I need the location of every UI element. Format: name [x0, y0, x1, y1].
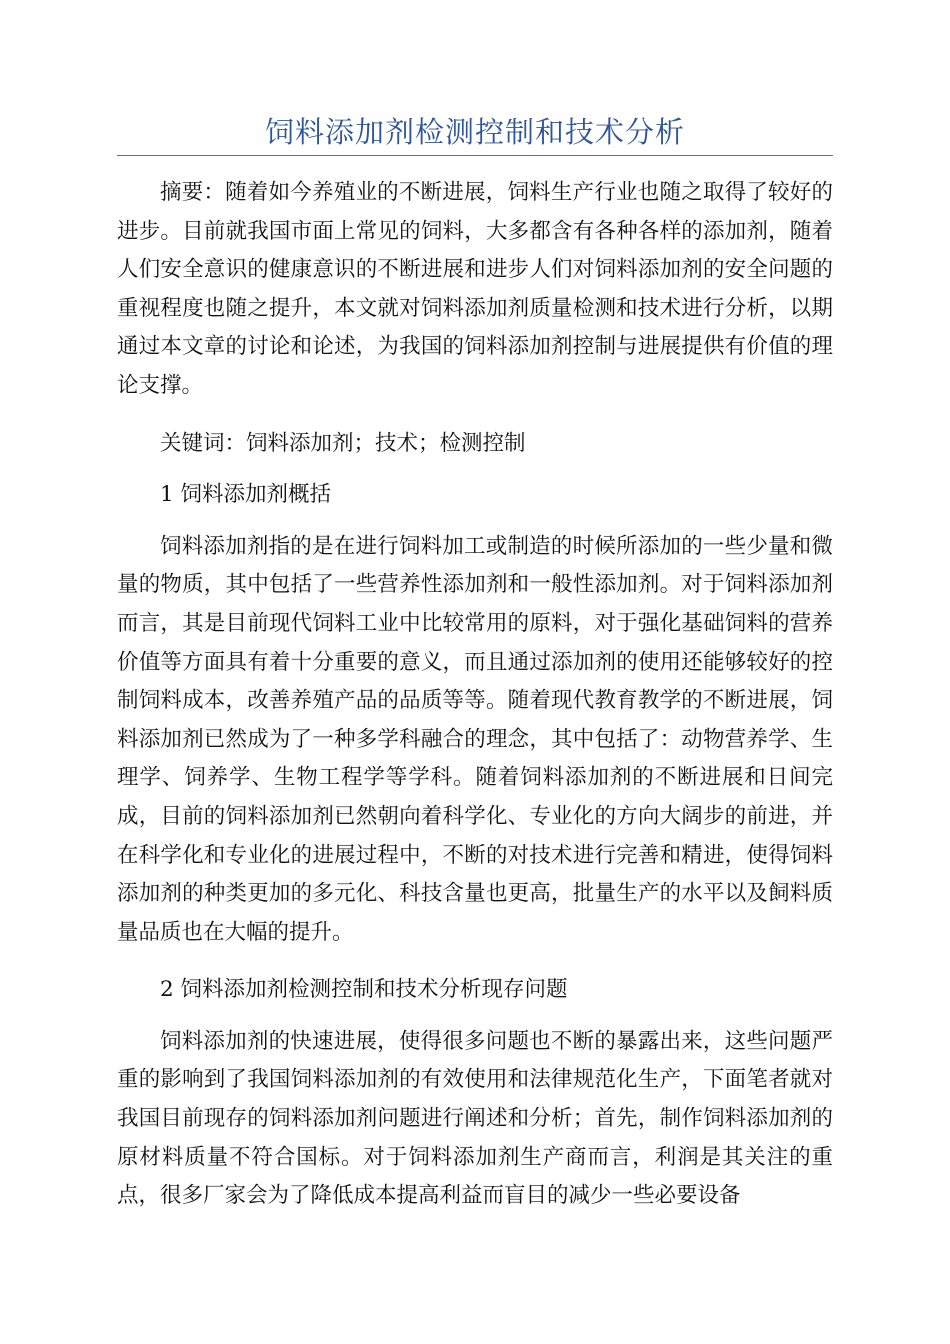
document-title: 饲料添加剂检测控制和技术分析 — [264, 115, 685, 149]
section-2-paragraph: 饲料添加剂的快速进展，使得很多问题也不断的暴露出来，这些问题严重的影响到了我国饲料添加剂的有效使用和法律规范化生产，下面笔者就对我国目前现存的饲料添加剂问题进行阐述和分析；首先，制作饲料添加剂的原材料质量不符合国标。对于饲料添加剂生产商而言，利润是其关注的重点，很多厂家会为了降低成本提高利益而盲目的减少一些必要设备 — [117, 1028, 833, 1209]
section-2-heading: 2 饲料添加剂检测控制和技术分析现存问题 — [160, 977, 568, 1003]
section-1-heading: 1 饲料添加剂概括 — [160, 482, 332, 508]
abstract-paragraph: 摘要：随着如今养殖业的不断进展，饲料生产行业也随之取得了较好的进步。目前就我国市面上常见的饲料，大多都含有各种各样的添加剂，随着人们安全意识的健康意识的不断进展和进步人们对饲料添加剂的安全问题的重视程度也随之提升，本文就对饲料添加剂质量检测和技术进行分析，以期通过本文章的讨论和论述，为我国的饲料添加剂控制与进展提供有价值的理论支撑。 — [117, 180, 833, 398]
title-underline — [117, 155, 833, 156]
document-body — [117, 174, 833, 1235]
keywords-line: 关键词：饲料添加剂；技术；检测控制 — [160, 430, 526, 456]
section-1-paragraph: 饲料添加剂指的是在进行饲料加工或制造的时候所添加的一些少量和微量的物质，其中包括了一些营养性添加剂和一般性添加剂。对于饲料添加剂而言，其是目前现代饲料工业中比较常用的原料，对于强化基础饲料的营养价值等方面具有着十分重要的意义，而且通过添加剂的使用还能够较好的控制饲料成本，改善养殖产品的品质等等。随着现代教育教学的不断进展，饲料添加剂已然成为了一种多学科融合的理念，其中包括了：动物营养学、生理学、饲养学、生物工程学等学科。随着饲料添加剂的不断进展和日间完成，目前的饲料添加剂已然朝向着科学化、专业化的方向大阔步的前进，并在科学化和专业化的进展过程中，不断的对技术进行完善和精进，使得饲料添加剂的种类更加的多元化、科技含量也更高，批量生产的水平以及飼料质量品质也在大幅的提升。 — [117, 533, 833, 945]
